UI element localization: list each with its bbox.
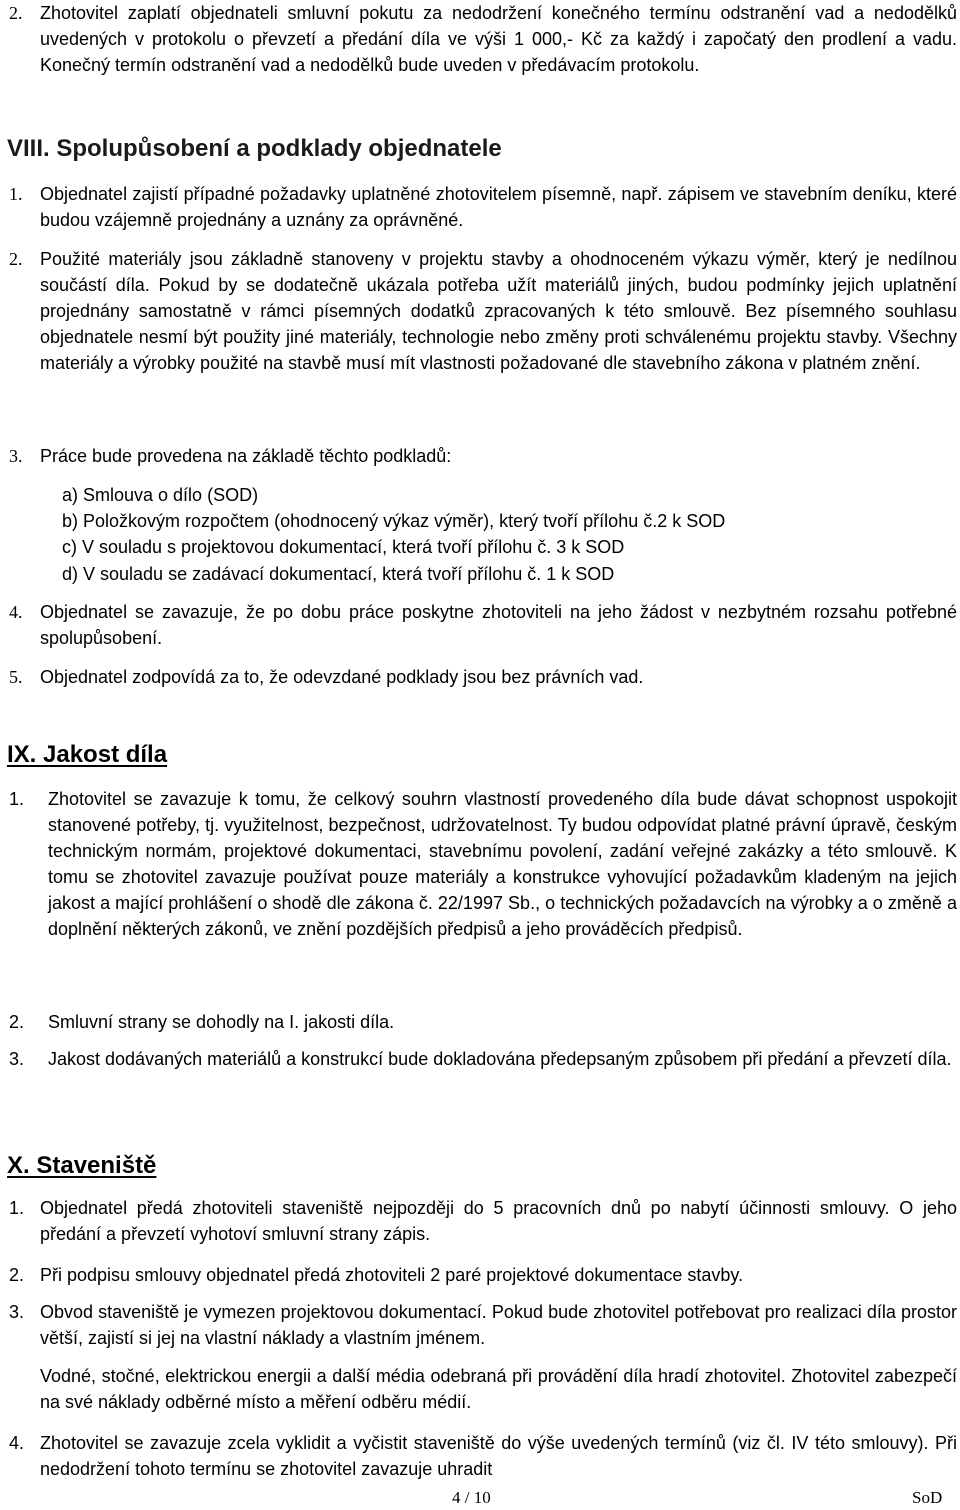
item-number: 3. — [9, 1049, 25, 1069]
item-number: 1. — [9, 1198, 25, 1218]
sub-item-b: b) Položkovým rozpočtem (ohodnocený výkaz výměr), který tvoří přílohu č.2 k SOD — [62, 511, 726, 531]
s8-item-4 — [0, 599, 960, 651]
s9-item-3 — [0, 1046, 960, 1072]
section-heading-ix: IX. Jakost díla — [7, 741, 168, 768]
item-text: Práce bude provedena na základě těchto podkladů: — [40, 446, 452, 466]
section-heading-viii: VIII. Spolupůsobení a podklady objednatele — [7, 135, 502, 162]
item-text: Při podpisu smlouvy objednatel předá zhotoviteli 2 paré projektové dokumentace stavby. — [40, 1265, 744, 1285]
s9-item-2 — [0, 1009, 960, 1035]
section-heading-x: X. Staveniště — [7, 1152, 157, 1179]
item-text: Použité materiály jsou základně stanoveny v projektu stavby a ohodnoceném výkazu výměr, který je nedílnou součástí díla. Pokud by se dodatečně ukázala potřeba užít materiálů jiných, budou podmínky jejich uplatnění projednány samostatně v rámci písemných dodatků zpracovaných k této smlouvě. Bez písemného souhlasu objednatele nesmí být použity jiné materiály, technologie nebo změny proti schválenému projektu stavby. Všechny materiály a výrobky použité na stavbě musí mít vlastnosti požadované dle stavebního zákona v platném znění. — [40, 249, 957, 373]
page-number: 4 / 10 — [452, 1488, 491, 1507]
item-text: Objednatel se zavazuje, že po dobu práce poskytne zhotoviteli na jeho žádost v nezbytném rozsahu potřebné spolupůsobení. — [40, 602, 957, 648]
item-number: 3. — [9, 446, 23, 466]
sub-item-a: a) Smlouva o dílo (SOD) — [62, 485, 259, 505]
item-text: Zhotovitel zaplatí objednateli smluvní pokutu za nedodržení konečného termínu odstranění vad a nedodělků uvedených v protokolu o převzetí a předání díla ve výši 1 000,- Kč za každý i započatý den prodlení a vadu. Konečný termín odstranění vad a nedodělků bude uveden v předávacím protokolu. — [40, 3, 957, 75]
item-number: 3. — [9, 1302, 25, 1322]
item-number: 2. — [9, 249, 23, 269]
item-text: Objednatel zajistí případné požadavky uplatněné zhotovitelem písemně, např. zápisem ve stavebním deníku, které budou vzájemně projednány a uznány za oprávněné. — [40, 184, 957, 230]
item-number: 4. — [9, 1433, 25, 1453]
s9-item-1 — [0, 786, 960, 942]
item-text: Jakost dodávaných materiálů a konstrukcí bude dokladována předepsaným způsobem při předání a převzetí díla. — [48, 1049, 952, 1069]
item-number: 2. — [9, 1265, 25, 1285]
s10-item-2 — [0, 1262, 960, 1288]
item-text: Vodné, stočné, elektrickou energii a další média odebraná při provádění díla hradí zhotovitel. Zhotovitel zabezpečí na své náklady odběrné místo a měření odběru médií. — [40, 1366, 957, 1412]
s8-item-3 — [0, 443, 960, 469]
item-number: 2. — [9, 3, 23, 23]
item-text: Zhotovitel se zavazuje k tomu, že celkový souhrn vlastností provedeného díla bude dávat schopnost uspokojit stanovené potřeby, tj. využitelnost, bezpečnost, udržovatelnost. Ty budou odpovídat platné právní úpravě, českým technickým normám, projektové dokumentaci, stavebnímu povolení, zadání veřejné zakázky a této smlouvě. K tomu se zhotovitel zavazuje používat pouze materiály a konstrukce vyhovující požadavkům kladeným na jejich jakost a mající prohlášení o shodě dle zákona č. 22/1997 Sb., o technických požadavcích na výrobky a o změně a doplnění některých zákonů, ve znění pozdějších předpisů a jeho prováděcích předpisů. — [48, 789, 957, 939]
item-text: Obvod staveniště je vymezen projektovou dokumentací. Pokud bude zhotovitel potřebovat pro realizaci díla prostor větší, zajistí si jej na vlastní náklady a vlastním jménem. — [40, 1302, 957, 1348]
item-text: Zhotovitel se zavazuje zcela vyklidit a vyčistit staveniště do výše uvedených termínů (viz čl. IV této smlouvy). Při nedodržení tohoto termínu se zhotovitel zavazuje uhradit — [40, 1433, 957, 1479]
document-abbreviation: SoD — [912, 1488, 943, 1507]
item-text: Objednatel předá zhotoviteli staveniště nejpozději do 5 pracovních dnů po nabytí účinnosti smlouvy. O jeho předání a převzetí vyhotoví smluvní strany zápis. — [40, 1198, 957, 1244]
s10-item-4 — [0, 1430, 960, 1482]
item-number: 1. — [9, 789, 25, 809]
item-number: 1. — [9, 184, 23, 204]
item-number: 2. — [9, 1012, 25, 1032]
item-number: 4. — [9, 602, 23, 622]
s8-item-5 — [0, 664, 960, 690]
s10-item-1 — [0, 1195, 960, 1247]
item-text: Smluvní strany se dohodly na I. jakosti díla. — [48, 1012, 395, 1032]
item-text: Objednatel zodpovídá za to, že odevzdané podklady jsou bez právních vad. — [40, 667, 644, 687]
s10-item-3-paragraph-2 — [0, 1363, 960, 1415]
sub-item-c: c) V souladu s projektovou dokumentací, která tvoří přílohu č. 3 k SOD — [62, 537, 625, 557]
s7-item-2 — [0, 0, 960, 78]
s8-item-1 — [0, 181, 960, 233]
s8-item-2 — [0, 246, 960, 376]
s10-item-3 — [0, 1299, 960, 1351]
item-number: 5. — [9, 667, 23, 687]
sub-item-d: d) V souladu se zadávací dokumentací, která tvoří přílohu č. 1 k SOD — [62, 564, 615, 584]
